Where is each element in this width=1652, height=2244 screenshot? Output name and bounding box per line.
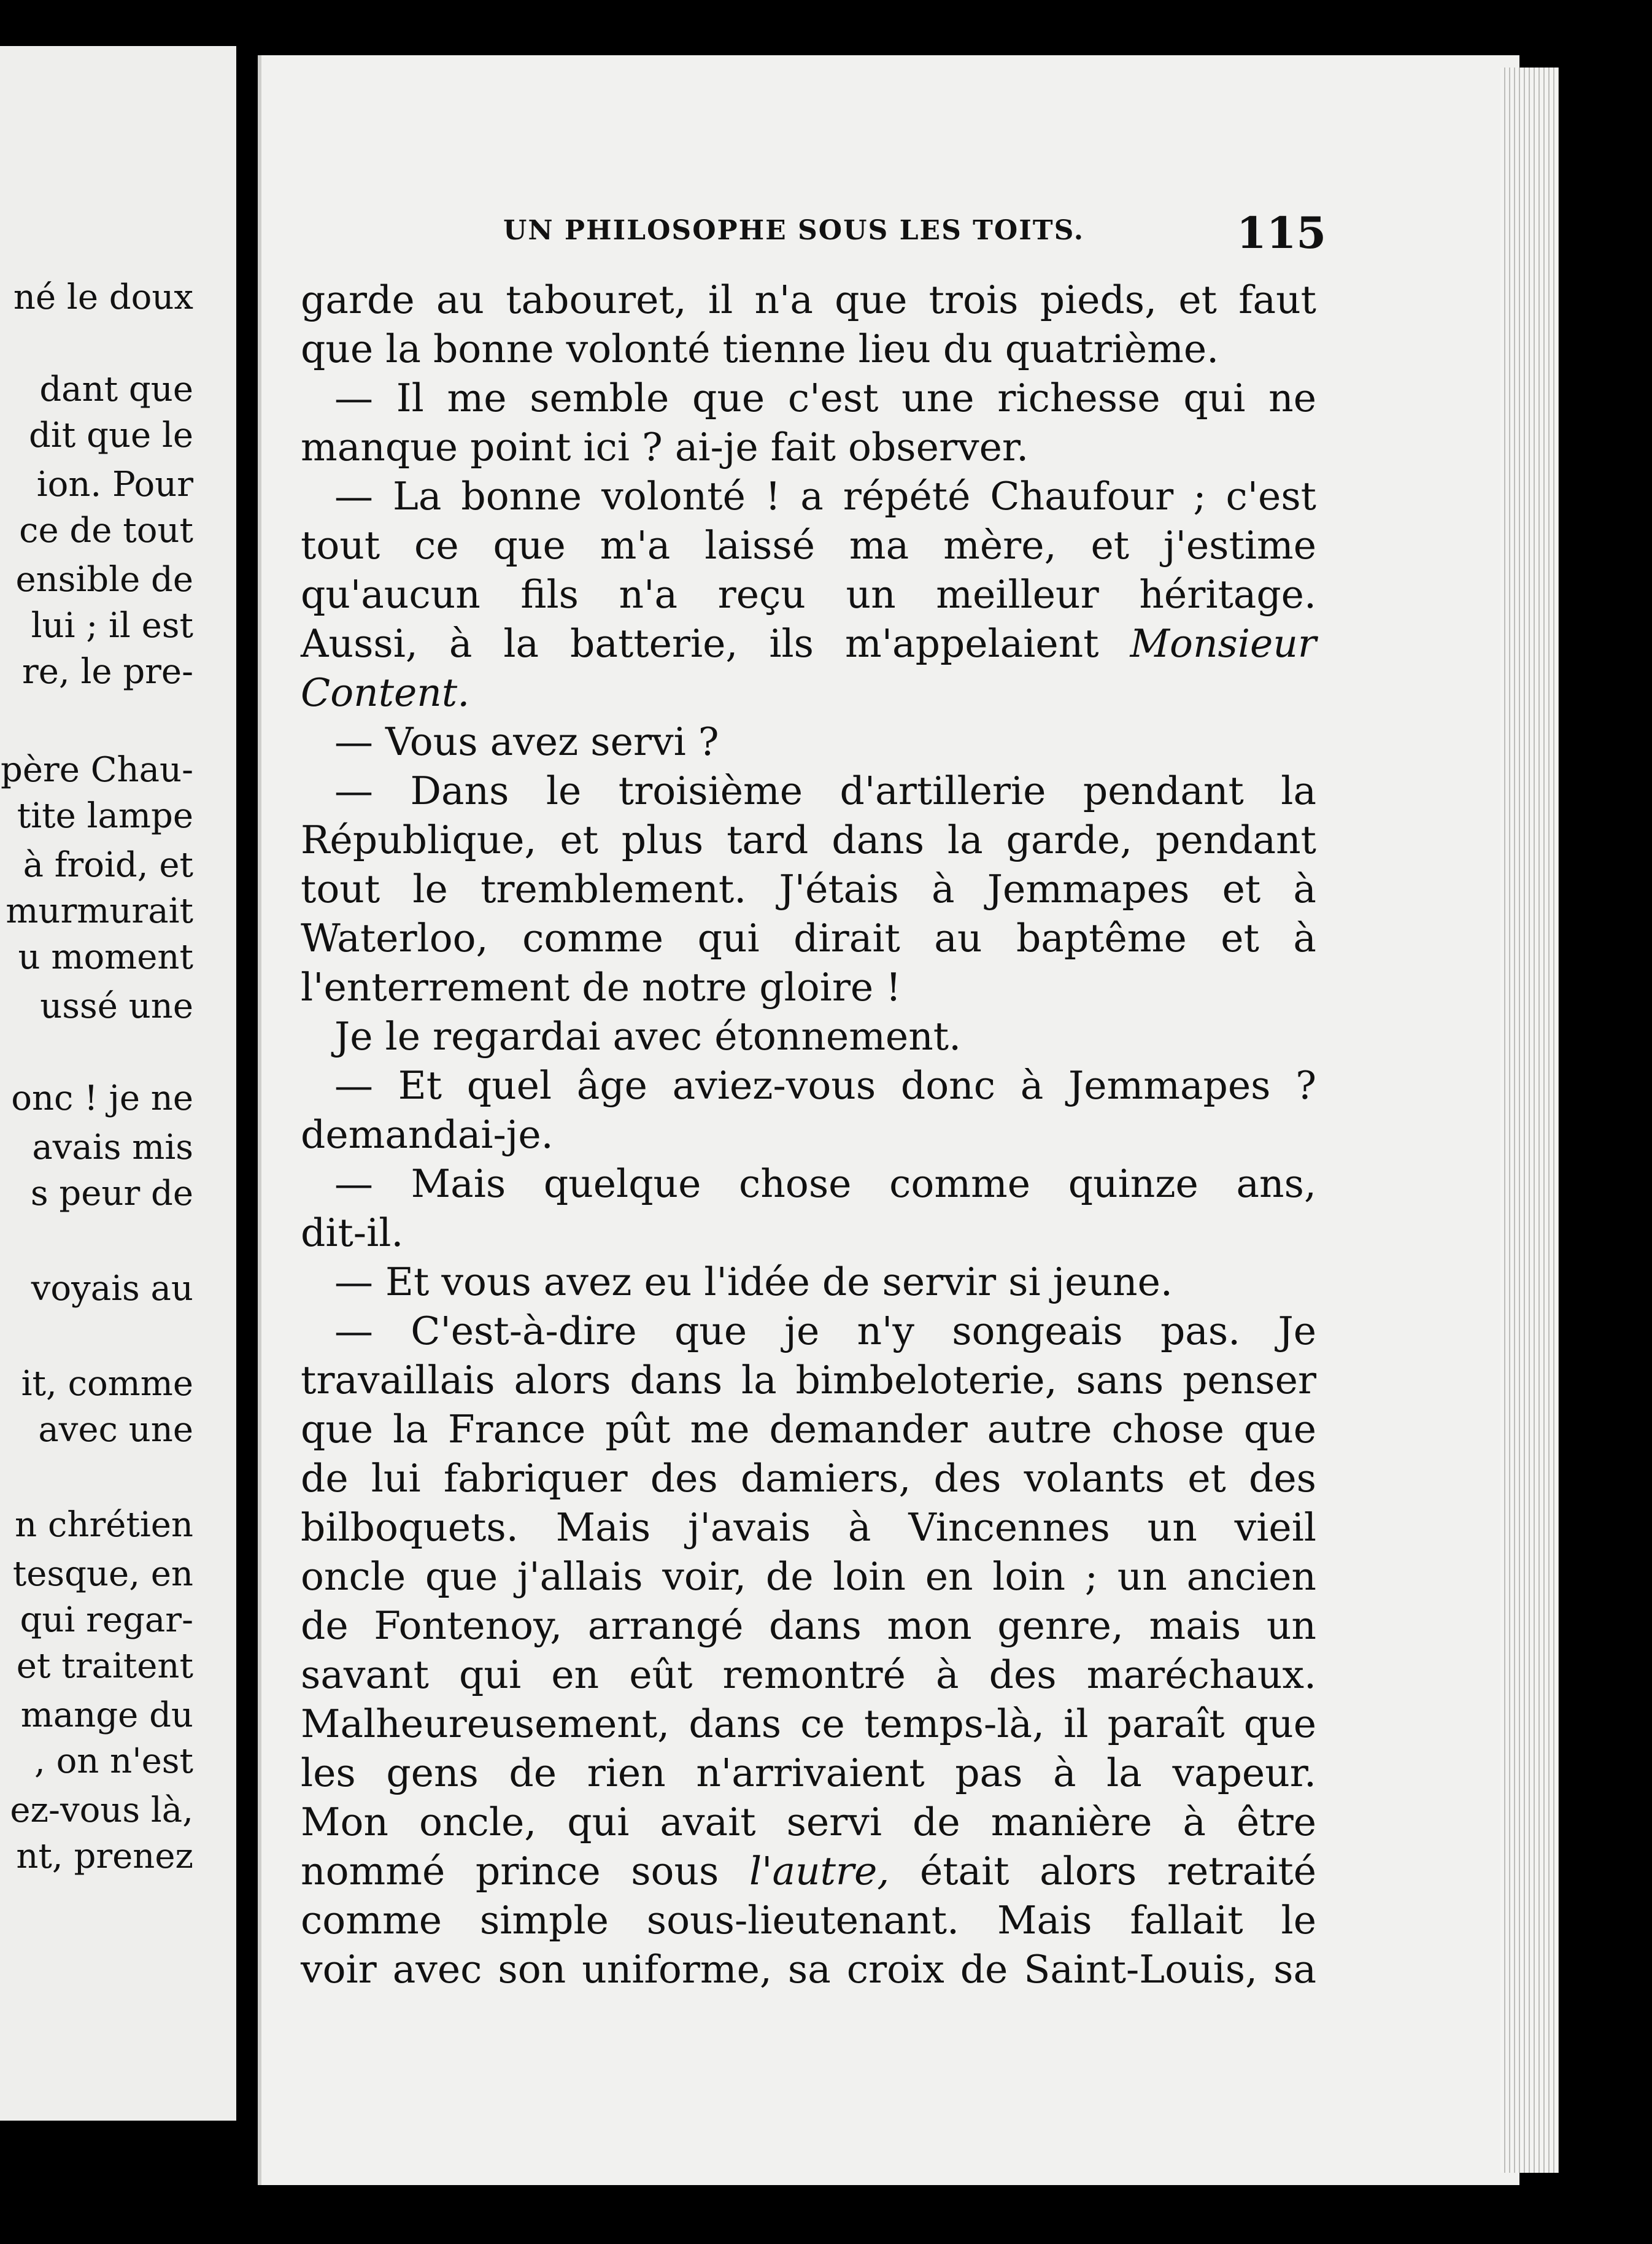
text-line: travaillais alors dans la bimbeloterie, sans penser bbox=[301, 1358, 1316, 1402]
text-line: que la France pût me demander autre chose que bbox=[301, 1407, 1316, 1452]
left-facing-page bbox=[0, 46, 236, 2121]
left-page-line: et traitent bbox=[16, 1646, 193, 1686]
left-page-line: père Chau- bbox=[1, 750, 193, 790]
text-line: Mon oncle, qui avait servi de manière à être bbox=[301, 1800, 1316, 1844]
text-line: savant qui en eût remontré à des maréchaux. bbox=[301, 1652, 1316, 1697]
text-line: — Et vous avez eu l'idée de servir si jeune. bbox=[334, 1259, 1173, 1304]
text-line: — C'est-à-dire que je n'y songeais pas. Je bbox=[334, 1309, 1316, 1353]
page-number: 115 bbox=[1237, 207, 1327, 258]
left-page-line: re, le pre- bbox=[21, 652, 193, 692]
text-line bbox=[301, 669, 1316, 717]
text-line: de Fontenoy, arrangé dans mon genre, mais un bbox=[301, 1603, 1316, 1648]
text-line: bilboquets. Mais j'avais à Vincennes un vieil bbox=[301, 1505, 1316, 1550]
text-span: Aussi, à la batterie, ils m'appelaient bbox=[301, 621, 1099, 666]
text-line: garde au tabouret, il n'a que trois pieds, et faut bbox=[301, 277, 1316, 322]
text-line: tout le tremblement. J'étais à Jemmapes et à bbox=[301, 867, 1316, 911]
left-page-line: u moment bbox=[18, 937, 193, 977]
italic-text: Content. bbox=[301, 670, 470, 715]
text-line: l'enterrement de notre gloire ! bbox=[301, 965, 901, 1010]
text-line: — Dans le troisième d'artillerie pendant la bbox=[334, 768, 1316, 813]
left-page-line: ussé une bbox=[40, 986, 193, 1026]
text-line: République, et plus tard dans la garde, pendant bbox=[301, 818, 1316, 862]
text-line: — La bonne volonté ! a répété Chaufour ; c'est bbox=[334, 474, 1316, 519]
left-page-line: ez-vous là, bbox=[10, 1790, 193, 1830]
left-page-line: dant que bbox=[39, 369, 193, 409]
text-line: demandai-je. bbox=[301, 1112, 554, 1157]
left-page-line: à froid, et bbox=[23, 845, 193, 885]
text-line: qu'aucun fils n'a reçu un meilleur héritage. bbox=[301, 572, 1316, 617]
left-page-line: mange du bbox=[20, 1695, 193, 1735]
italic-text: Monsieur bbox=[1130, 621, 1317, 666]
text-line: Je le regardai avec étonnement. bbox=[334, 1014, 962, 1059]
left-page-line: né le doux bbox=[13, 277, 193, 317]
left-page-line: tite lampe bbox=[17, 796, 193, 836]
text-line: oncle que j'allais voir, de loin en loin ; un ancien bbox=[301, 1554, 1316, 1599]
text-line: comme simple sous-lieutenant. Mais fallait le bbox=[301, 1898, 1316, 1943]
text-line: Waterloo, comme qui dirait au baptême et à bbox=[301, 916, 1316, 961]
text-line: dit-il. bbox=[301, 1210, 404, 1255]
left-page-line: it, comme bbox=[21, 1364, 193, 1404]
left-page-line: avais mis bbox=[32, 1128, 193, 1167]
left-page-line: onc ! je ne bbox=[11, 1078, 193, 1118]
text-line: les gens de rien n'arrivaient pas à la vapeur. bbox=[301, 1751, 1316, 1795]
text-line: que la bonne volonté tienne lieu du quatrième. bbox=[301, 327, 1219, 371]
left-page-line: ion. Pour bbox=[36, 465, 193, 505]
text-span: nommé prince sous bbox=[301, 1849, 719, 1894]
text-line: — Vous avez servi ? bbox=[334, 719, 719, 764]
text-line: — Mais quelque chose comme quinze ans, bbox=[334, 1161, 1316, 1206]
text-line: voir avec son uniforme, sa croix de Saint-Louis, sa bbox=[301, 1947, 1316, 1992]
text-line: de lui fabriquer des damiers, des volants et des bbox=[301, 1456, 1316, 1501]
left-page-line: voyais au bbox=[31, 1269, 193, 1309]
left-page-line: s peur de bbox=[30, 1174, 193, 1213]
left-page-line: n chrétien bbox=[15, 1505, 193, 1545]
text-line bbox=[301, 1847, 1316, 1895]
italic-text: l'autre, bbox=[749, 1849, 890, 1894]
left-page-line: tesque, en bbox=[12, 1554, 193, 1594]
text-span: était alors retraité bbox=[919, 1849, 1317, 1894]
page-edges bbox=[1500, 68, 1559, 2173]
left-page-line: ce de tout bbox=[19, 511, 193, 551]
left-page-line: , on n'est bbox=[34, 1741, 193, 1781]
left-page-line: avec une bbox=[38, 1410, 193, 1450]
text-line: tout ce que m'a laissé ma mère, et j'estime bbox=[301, 523, 1316, 568]
text-line: Malheureusement, dans ce temps-là, il paraît que bbox=[301, 1701, 1316, 1746]
text-line: — Et quel âge aviez-vous donc à Jemmapes ? bbox=[334, 1063, 1316, 1108]
left-page-line: murmurait bbox=[6, 891, 193, 931]
left-page-line: dit que le bbox=[29, 416, 193, 455]
left-page-line: qui regar- bbox=[20, 1600, 193, 1640]
running-head: UN PHILOSOPHE SOUS LES TOITS. bbox=[503, 215, 1085, 246]
text-line bbox=[301, 620, 1316, 668]
left-page-line: nt, prenez bbox=[16, 1836, 193, 1876]
left-page-line: ensible de bbox=[15, 560, 193, 600]
left-page-line: lui ; il est bbox=[31, 606, 193, 646]
text-line: — Il me semble que c'est une richesse qui ne bbox=[334, 376, 1316, 420]
text-line: manque point ici ? ai-je fait observer. bbox=[301, 425, 1029, 470]
